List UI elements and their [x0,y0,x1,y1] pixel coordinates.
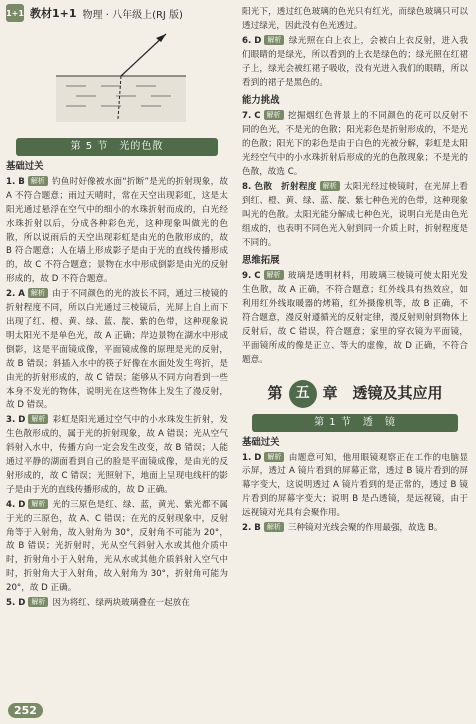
section-title: 第 5 节 光的色散 [16,138,218,156]
chapter-title: 第 五 章 透镜及其应用 [242,380,468,408]
subhead-expand: 思维拓展 [242,255,280,267]
subject-label: 物理 · 八年级上(RJ 版) [82,9,183,21]
book-logo-icon: 1+1 [6,4,24,22]
answer-item: 4. D 解析 光的三原色是红、绿、蓝，黄光、紫光都不属于光的三原色，故 A、C 错误；在光的反射现象中，反射角等于入射角，故入射角为 30°，反射角不可能为 20°，故 B 错误；光折射时，光从空气斜射入水或其他介质中时，折射角小于入射角，光从水或其他介质斜射入空气中时，折射角大于入射角，故入射角为 30°，折射角可能为 20°，故 D 正确。 [6,499,228,594]
answer-item: 7. C 解析 挖掘烟红色背景上的不同颜色的花可以反射不同的色光，不是光的色散；阳光彩色是折射形成的，不是光的色散；阳光下的彩色是由于白色的光被分解，彩虹是太阳光经空气中的小水珠折射后形成的光的色散现象；不是光的色散，故选 C。 [242,111,468,177]
analysis-tag: 解析 [264,35,284,45]
answer-item: 2. A 解析 由于不同颜色的光的波长不同，通过三棱镜的折射程度不同，所以白光通过三棱镜后，光屏上自上而下出现了红、橙、黄、绿、蓝、靛、紫的色带，这种现象说明太阳光不是单色光，故 A 正确；岸边景物在湖水中形成倒影，这是平面镜成像，平面镜成像的原理是光的反射，故 B 错误；斜插入水中的筷子好像在水面处发生弯折，是由光的折射形成的，故 C 错误；能够从不同方向看到一些本身不发光的物体，说明光在这些物体上发生了漫反射，故 D 错误。 [6,289,228,411]
answer-item: 1. D 解析 由题意可知，他用眼镜观察正在工作的电脑显示屏，透过 A 镜片看到的屏幕正常，透过 B 镜片看到的屏幕字变大，这说明透过 A 镜片看到的是正常的，透过 B 镜片看到的屏幕字变大；说明 B 是凸透镜，是远视镜，由于远视镜对光具有会聚作用。 [242,452,468,519]
answer-item: 3. D 解析 彩虹是阳光通过空气中的小水珠发生折射，发生色散形成的，属于光的折射现象，故 A 错误；光从空气斜射入水中，传播方向一定会发生改变，故 B 错误；人能通过平静的湖面看到自己的脸是平面镜成像，是由光的反射形成的，故 C 错误；光照射下，地面上呈现电线杆的影子是由于光的直线传播形成的，故 D 正确。 [6,415,228,495]
refraction-diagram [6,24,228,134]
analysis-tag: 解析 [264,452,284,462]
analysis-tag: 解析 [28,597,48,607]
analysis-tag: 解析 [28,414,48,424]
analysis-tag: 解析 [28,288,48,298]
answer-item: 5. D 解析 因为将红、绿两块玻璃叠在一起放在 [6,598,190,609]
analysis-tag: 解析 [264,522,284,532]
brand-title: 教材1+1 [30,7,77,20]
analysis-tag: 解析 [264,110,284,120]
arrow-icon [156,34,166,42]
refraction-diagram-svg [6,24,228,134]
answer-item: 6. D 解析 绿光照在白上衣上，会被白上衣反射，进入我们眼睛的是绿光，所以看到的上衣是绿色的；绿光照在红裙子上，绿光会被红裙子吸收，没有光进入我们的眼睛，所以看到的裙子是黑色的。 [242,35,468,88]
subhead-ability: 能力挑战 [242,95,280,107]
analysis-tag: 解析 [320,181,340,191]
section-title: 第 1 节 透 镜 [252,414,458,432]
answer-item: 1. B 解析 钓鱼时好像被水面“折断”是光的折射现象，故 A 不符合题意；雨过天晴时，常在天空出现彩虹，这是太阳光通过悬浮在空气中的细小的水珠折射而成的，白光经水珠折射以后，分成各种彩色光，这种现象叫做光的色散，所以说雨后的天空出现彩虹是由光的色散形成的，故 B 符合题意；人在墙上形成影子是由于光的直线传播形成的，故 C 不符合题意；景物在水中形成倒影是由光的反射形成的，故 D 不符合题意。 [6,176,228,285]
page-number: 252 [8,703,43,718]
subhead-basic: 基础过关 [6,161,44,172]
page-header [0,0,244,26]
chapter-number-badge: 五 [289,380,317,408]
answer-item: 2. B 解析 三种镜对光线会聚的作用最强，故选 B。 [242,523,443,534]
left-column [6,24,228,612]
answer-item: 9. C 解析 玻璃是透明材料，用玻璃三棱镜可使太阳光发生色散，故 A 正确，不符合题意；红外线具有热效应，如利用红外线取暖器的烤箱，红外摄像机等，故 B 正确，不符合题意，漫反射遵循光的反射定律，漫反射则射到物体上反射后，故 C 错误，符合题意；家里的穿衣镜为平面镜，平面镜所成的像是正立、等大的虚像，故 D 正确，不符合题意。 [242,271,468,365]
right-column [242,6,468,537]
analysis-tag: 解析 [28,176,48,186]
analysis-tag: 解析 [264,270,284,280]
subhead-basic: 基础过关 [242,436,280,448]
answer-item: 阳光下，透过红色玻璃的色光只有红光，而绿色玻璃只可以透过绿光，因此没有色光透过。 [242,7,468,31]
analysis-tag: 解析 [28,499,48,509]
answer-item: 8. 色散 折射程度 解析 太阳光经过棱镜时，在光屏上看到红、橙、黄、绿、蓝、靛、紫七种色光的色带，这种现象叫光的色散。太阳光能分解成七种色光，说明白光是由色光组成的，也表明不同色光入射到同一介质上时，折射程度是不同的。 [242,181,468,248]
